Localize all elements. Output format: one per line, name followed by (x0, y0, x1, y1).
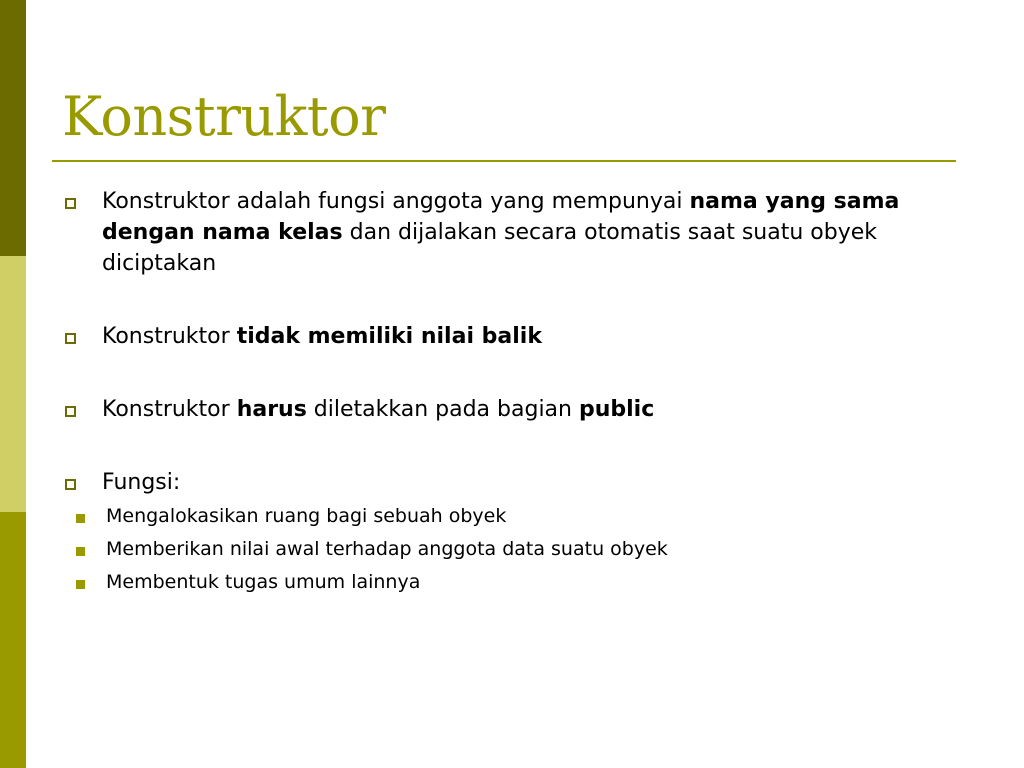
bullet-item (62, 467, 962, 599)
bullet-text: diletakkan pada bagian (306, 397, 579, 422)
filled-square-bullet-icon (76, 580, 85, 589)
hollow-square-bullet-icon (65, 406, 76, 417)
decorative-stripe-bottom (0, 512, 26, 768)
bullet-text: dan dijalakan secara otomatis saat suatu obyek diciptakan (102, 220, 877, 276)
sub-bullet-item (62, 566, 962, 599)
filled-square-bullet-icon (76, 547, 85, 556)
sub-bullet-list (62, 500, 962, 599)
decorative-stripe-top (0, 0, 26, 256)
bullet-item (62, 186, 962, 279)
bullet-text: Fungsi: (102, 470, 181, 495)
sub-bullet-text: Memberikan nilai awal terhadap anggota data suatu obyek (106, 538, 668, 560)
sub-bullet-item (62, 533, 962, 566)
decorative-stripe-middle (0, 256, 26, 512)
sub-bullet-text: Mengalokasikan ruang bagi sebuah obyek (106, 505, 507, 527)
bullet-text-bold: tidak memiliki nilai balik (236, 324, 542, 349)
bullet-item (62, 394, 962, 425)
bullet-text-bold: public (578, 397, 655, 422)
sub-bullet-item (62, 500, 962, 533)
hollow-square-bullet-icon (65, 198, 76, 209)
title-divider (52, 160, 956, 162)
slide-title: Konstruktor (62, 85, 386, 148)
bullet-text-bold: nama yang sama dengan nama kelas (102, 189, 900, 245)
bullet-text: Konstruktor (102, 324, 237, 349)
bullet-list (62, 186, 962, 599)
filled-square-bullet-icon (76, 514, 85, 523)
bullet-text: Konstruktor adalah fungsi anggota yang mempunyai (102, 189, 690, 214)
sub-bullet-text: Membentuk tugas umum lainnya (106, 571, 421, 593)
bullet-text: Konstruktor (102, 397, 237, 422)
hollow-square-bullet-icon (65, 479, 76, 490)
bullet-item (62, 321, 962, 352)
hollow-square-bullet-icon (65, 333, 76, 344)
bullet-text-bold: harus (236, 397, 307, 422)
